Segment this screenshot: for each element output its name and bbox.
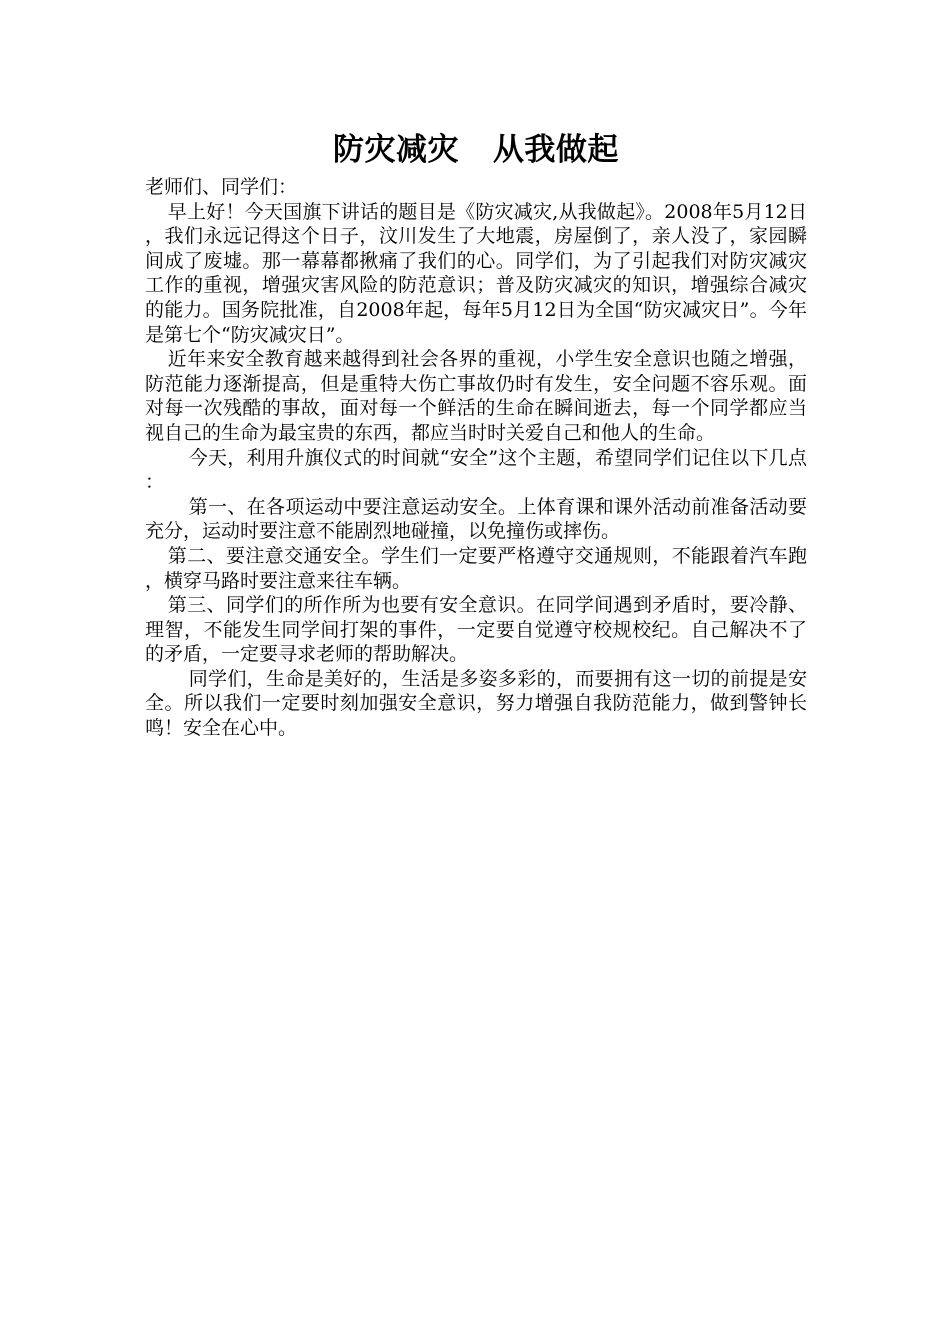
paragraph-safety-education: 近年来安全教育越来越得到社会各界的重视，小学生安全意识也随之增强，防范能力逐渐提高，但是重特大伤亡事故仍时有发生，安全问题不容乐观。面对每一次残酷的事故，面对每一个鲜活的生命在瞬间逝去，每一个同学都应当视自己的生命为最宝贵的东西，都应当时时关爱自己和他人的生命。 (145, 348, 807, 444)
paragraph-conclusion: 同学们，生命是美好的，生活是多姿多彩的，而要拥有这一切的前提是安全。所以我们一定要时刻加强安全意识，努力增强自我防范能力，做到警钟长鸣！安全在心中。 (145, 667, 807, 740)
document-title: 防灾减灾 从我做起 (333, 132, 619, 168)
document-body (145, 125, 807, 741)
paragraph-today-theme: 今天，利用升旗仪式的时间就“安全”这个主题，希望同学们记住以下几点： (145, 446, 807, 494)
paragraph-morning-greeting: 早上好！今天国旗下讲话的题目是《防灾减灾,从我做起》。2008年5月12日，我们永远记得这个日子，汶川发生了大地震，房屋倒了，亲人没了，家园瞬间成了废墟。那一幕幕都揪痛了我们的心。同学们，为了引起我们对防灾减灾工作的重视，增强灾害风险的防范意识；普及防灾减灾的知识，增强综合减灾的能力。国务院批准，自2008年起，每年5月12日为全国“防灾减灾日”。今年是第七个“防灾减灾日”。 (145, 200, 807, 346)
paragraph-point-two: 第二、要注意交通安全。学生们一定要严格遵守交通规则，不能跟着汽车跑，横穿马路时要注意来往车辆。 (145, 544, 807, 592)
paragraph-point-three: 第三、同学们的所作所为也要有安全意识。在同学间遇到矛盾时，要冷静、理智，不能发生同学间打架的事件，一定要自觉遵守校规校纪。自己解决不了的矛盾，一定要寻求老师的帮助解决。 (145, 594, 807, 666)
paragraph-point-one: 第一、在各项运动中要注意运动安全。上体育课和课外活动前准备活动要充分，运动时要注意不能剧烈地碰撞，以免撞伤或摔伤。 (145, 495, 807, 543)
greeting-line: 老师们、同学们： (145, 176, 298, 198)
